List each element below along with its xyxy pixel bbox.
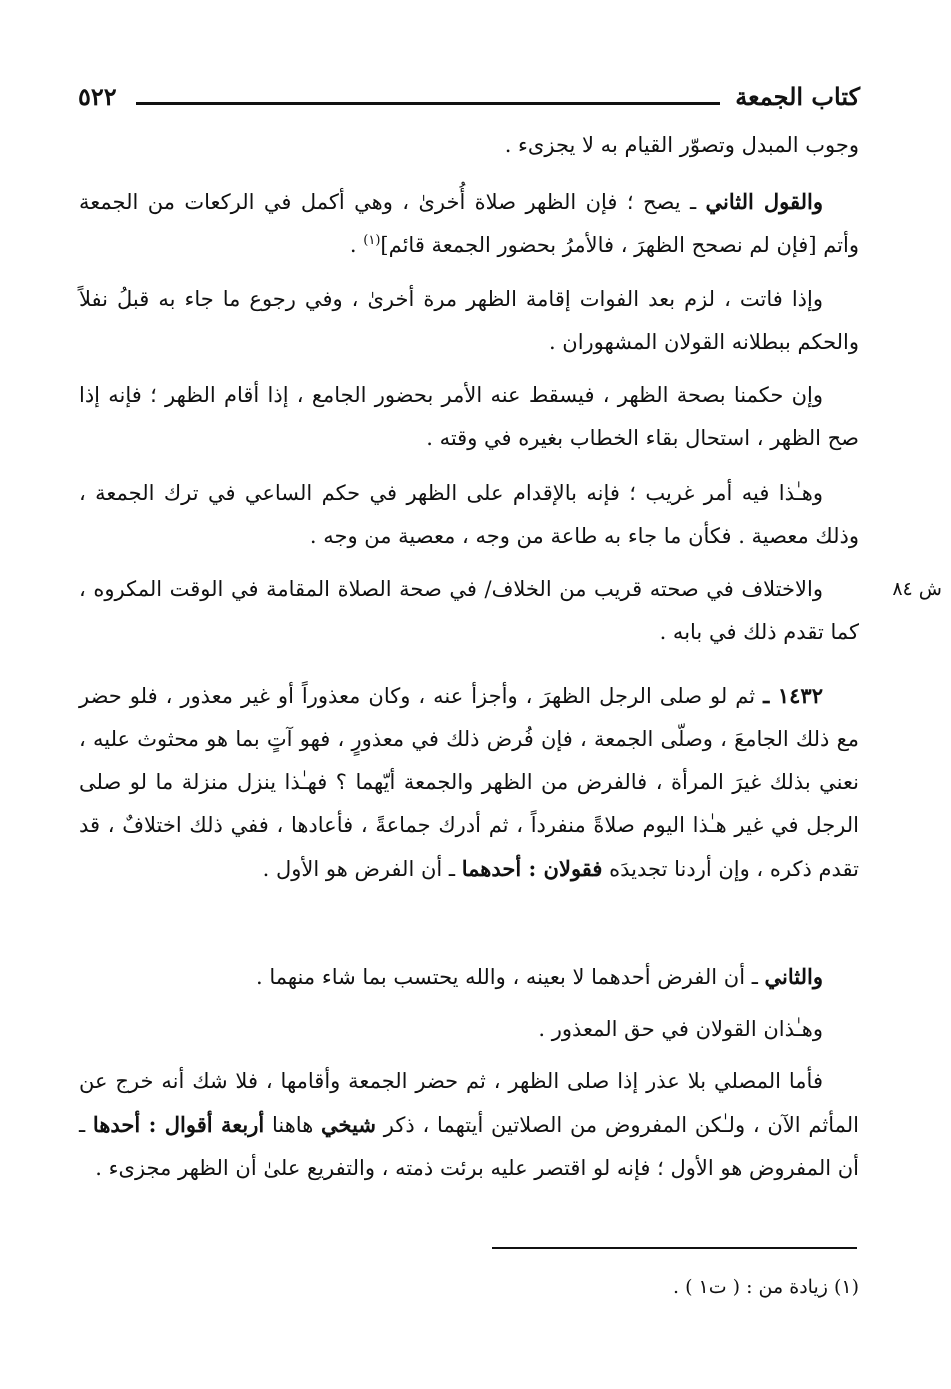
- chapter-title: كتاب الجمعة: [735, 82, 860, 111]
- page-number: ٥٢٢: [78, 82, 117, 111]
- issue-number: ١٤٣٢ ـ: [763, 683, 823, 708]
- paragraph-second: والثاني ـ أن الفرض أحدهما لا بعينه ، والله يحتسب بما شاء منهما .: [255, 964, 823, 989]
- running-header: [78, 80, 860, 114]
- bold-term: والثاني: [764, 964, 823, 989]
- paragraph-second-opinion: والقول الثاني ـ يصح ؛ فإن الظهر صلاة أُخرىٰ ، وهي أكمل في الركعات من الجمعة وأتم [فإن لم نصحح الظهرَ ، فالأمرُ بحضور الجمعة قائم]$^{(١)}$ .: [79, 189, 859, 257]
- paragraph-1432: ١٤٣٢ ـ ثم لو صلى الرجل الظهرَ ، وأجزأ عنه ، وكان معذوراً أو غير معذور ، فلو حضر مع ذلك الجامعَ ، وصلّى الجمعة ، فإن فُرض ذلك في معذورٍ ، فهو آتٍ بما هو محثوث عليه ، نعني بذلك غيرَ المرأة ، فالفرض من الظهر والجمعة أيّهما ؟ فهـٰذا ينزل منزلة ما لو صلى الرجل في غير هـٰذا اليوم صلاةً منفرداً ، ثم أدرك جماعةً ، فأعادها ، ففي ذلك اختلافٌ ، قد تقدم ذكره ، وإن أردنا تجديدَه فقولان : أحدهما ـ أن الفرض هو الأول .: [79, 683, 859, 881]
- bold-term: أربعة أقوال : أحدها: [92, 1112, 265, 1137]
- paragraph-missed: وإذا فاتت ، لزم بعد الفوات إقامة الظهر مرة أخرىٰ ، وفي رجوع ما جاء به قبلُ نفلاً والحكم ببطلانه القولان المشهوران .: [79, 287, 859, 354]
- paragraph-unexcused: فأما المصلي بلا عذر إذا صلى الظهر ، ثم حضر الجمعة وأقامها ، فلا شك أنه خرج عن المأثم الآن ، ولـٰكن المفروض من الصلاتين أيتهما ، ذكر شيخي هاهنا أربعة أقوال : أحدها ـ أن المفروض هو الأول ؛ فإنه لو اقتصر عليه برئت ذمته ، والتفريع علىٰ أن الظهر مجزىء .: [79, 1069, 859, 1180]
- header-rule: [136, 102, 720, 105]
- paragraph-validity: وإن حكمنا بصحة الظهر ، فيسقط عنه الأمر بحضور الجامع ، إذا أقام الظهر ؛ فإنه إذا صح الظهر ، استحال بقاء الخطاب بغيره في وقته .: [79, 383, 859, 450]
- paragraph-continuation: وجوب المبدل وتصوّر القيام به لا يجزىء .: [504, 133, 859, 157]
- paragraph-strange: وهـٰذا فيه أمر غريب ؛ فإنه بالإقدام على الظهر في حكم الساعي في ترك الجمعة ، وذلك معصية . فكأن ما جاء به طاعة من وجه ، معصية من وجه .: [79, 481, 859, 548]
- margin-reference: ش ٨٤: [892, 578, 942, 600]
- footnote-rule: [492, 1247, 857, 1249]
- footnote: (١) زيادة من : ( ت١ ) .: [672, 1276, 859, 1298]
- bold-term: شيخي: [321, 1112, 377, 1137]
- bold-term: فقولان : أحدهما: [461, 856, 603, 881]
- paragraph-excused: وهـٰذان القولان في حق المعذور .: [538, 1017, 823, 1041]
- footnote-marker: (١): [363, 233, 381, 248]
- bold-term: والقول الثاني: [705, 189, 823, 214]
- paragraph-disagreement: والاختلاف في صحته قريب من الخلاف/ في صحة الصلاة المقامة في الوقت المكروه ، كما تقدم ذلك في بابه .: [79, 577, 859, 644]
